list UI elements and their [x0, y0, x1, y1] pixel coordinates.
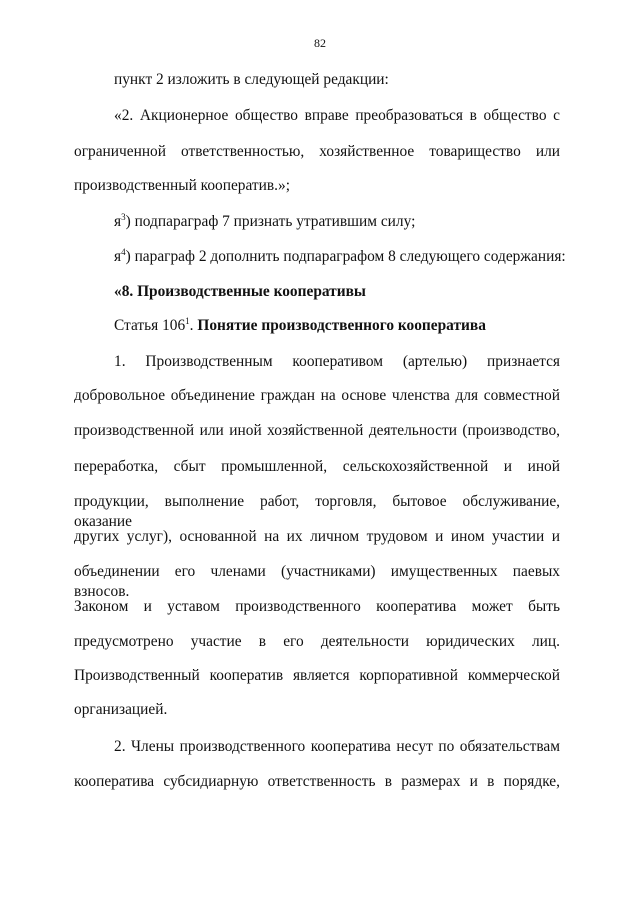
text-line: переработка, сбыт промышленной, сельскохозяйственной и иной	[74, 458, 560, 475]
text-fragment: ) подпараграф 7 признать утратившим силу;	[125, 213, 416, 230]
section-heading: «8. Производственные кооперативы	[114, 283, 366, 300]
text-fragment: я	[114, 213, 122, 230]
article-title: Понятие производственного кооператива	[197, 317, 486, 334]
text-line: объединении его членами (участниками) имущественных паевых взносов.	[74, 563, 560, 600]
text-fragment: .	[189, 317, 198, 334]
text-line: производственный кооператив.»;	[74, 177, 290, 194]
text-line: «2. Акционерное общество вправе преобразоваться в общество с	[114, 107, 560, 124]
text-line: Законом и уставом производственного кооператива может быть	[74, 598, 560, 615]
text-line: производственной или иной хозяйственной деятельности (производство,	[74, 422, 560, 439]
superscript: 3	[121, 211, 126, 222]
text-line: 1. Производственным кооперативом (артелью) признается	[114, 353, 560, 370]
superscript: 4	[121, 246, 126, 257]
article-number: Статья 106	[114, 317, 186, 334]
text-line: добровольное объединение граждан на основе членства для совместной	[74, 387, 560, 404]
text-line: Производственный кооператив является корпоративной коммерческой	[74, 667, 560, 684]
superscript: 1	[185, 315, 190, 326]
text-line: других услуг), основанной на их личном трудовом и ином участии и	[74, 528, 560, 545]
text-line	[114, 247, 566, 267]
text-line: организацией.	[74, 701, 168, 718]
article-heading	[114, 316, 486, 336]
text-line: кооператива субсидиарную ответственность в размерах и в порядке,	[74, 773, 560, 790]
text-line: предусмотрено участие в его деятельности юридических лиц.	[74, 633, 560, 650]
text-line: пункт 2 изложить в следующей редакции:	[114, 71, 389, 88]
text-fragment: я	[114, 248, 122, 265]
page-number: 82	[314, 36, 326, 50]
text-line: 2. Члены производственного кооператива несут по обязательствам	[114, 738, 560, 755]
text-line: продукции, выполнение работ, торговля, бытовое обслуживание, оказание	[74, 493, 560, 530]
text-line: ограниченной ответственностью, хозяйственное товарищество или	[74, 143, 560, 160]
text-line	[114, 212, 415, 232]
text-fragment: ) параграф 2 дополнить подпараграфом 8 следующего содержания:	[125, 248, 566, 265]
